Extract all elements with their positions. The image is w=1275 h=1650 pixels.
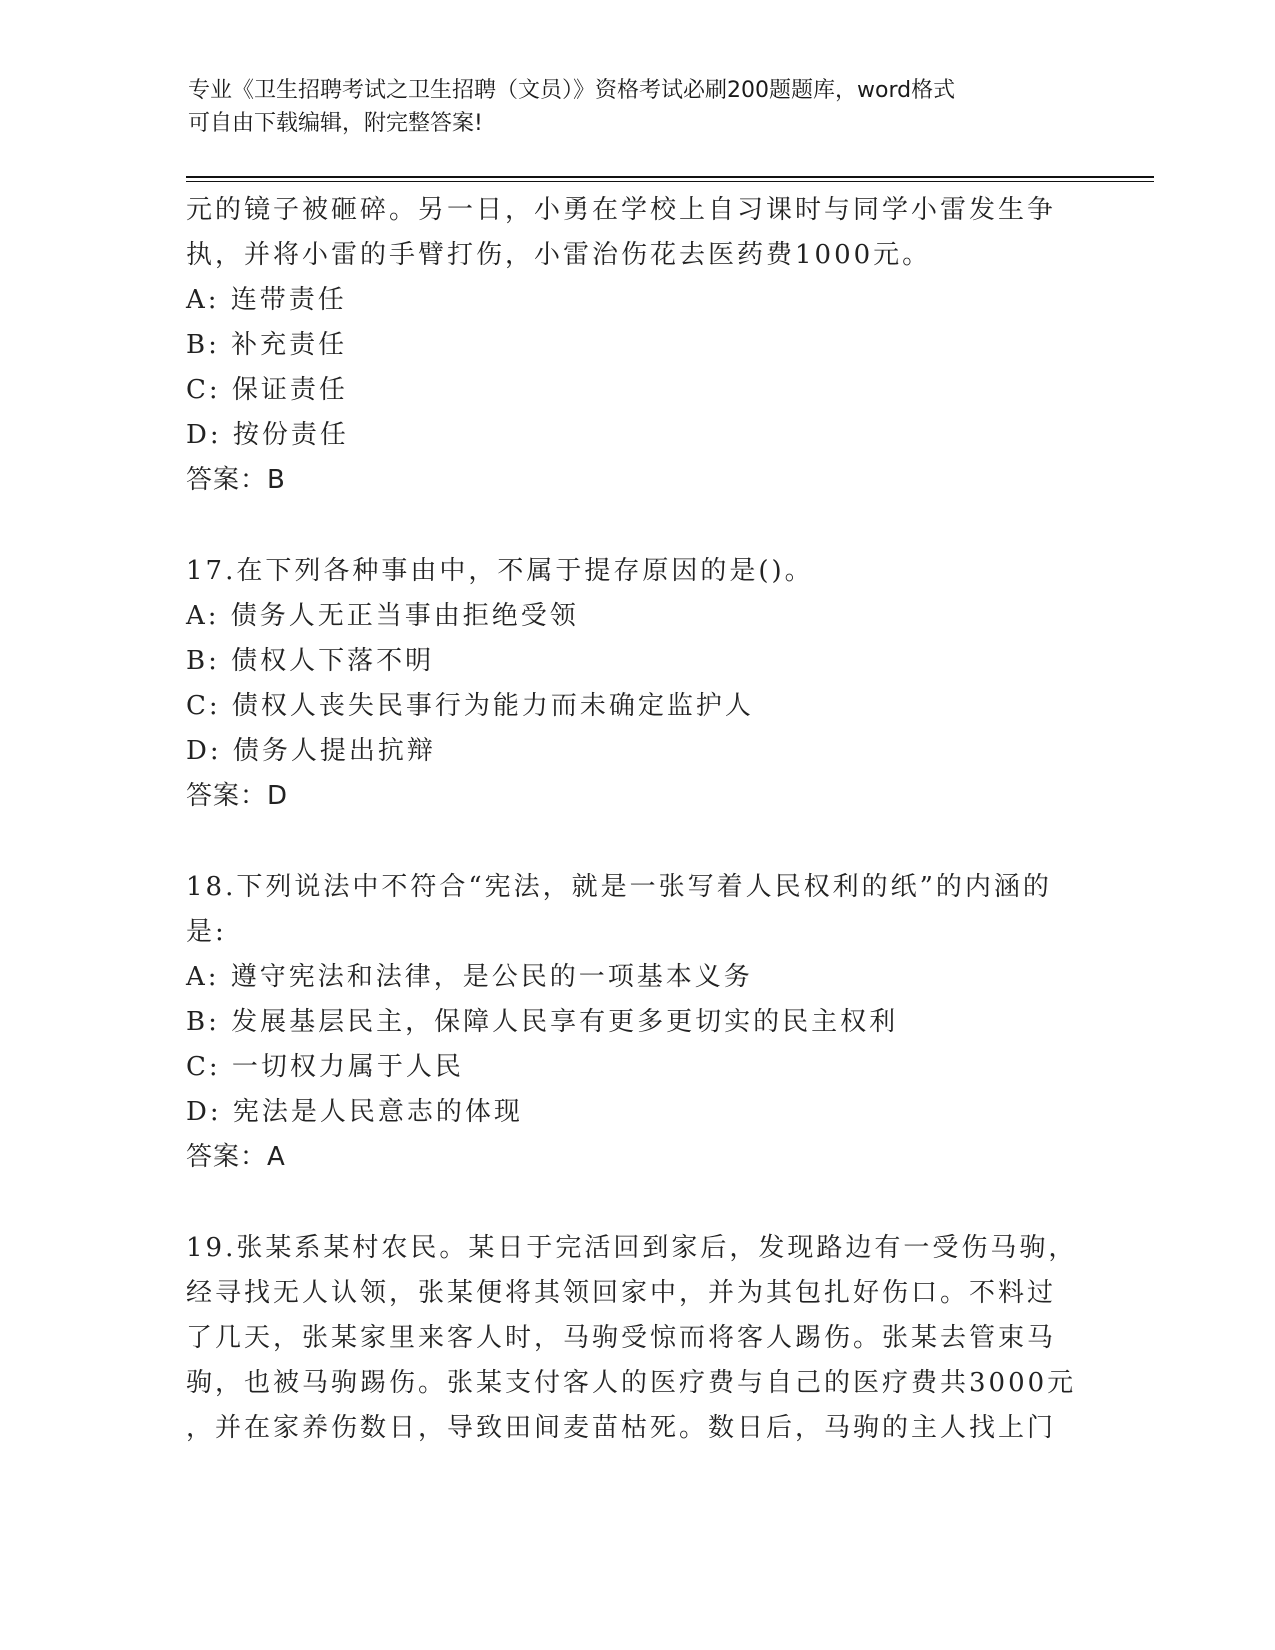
q16-option-a: A: 连带责任 bbox=[186, 285, 347, 315]
q19-text-line-4: 驹，也被马驹踢伤。张某支付客人的医疗费与自己的医疗费共3000元 bbox=[186, 1368, 1077, 1398]
q17-answer: 答案：D bbox=[186, 781, 289, 811]
q17-option-a: A: 债务人无正当事由拒绝受领 bbox=[186, 601, 579, 631]
q19-text-line-5: ，并在家养伤数日，导致田间麦苗枯死。数日后，马驹的主人找上门 bbox=[186, 1413, 1057, 1443]
q18-option-a: A: 遵守宪法和法律，是公民的一项基本义务 bbox=[186, 962, 753, 992]
q18-option-b: B: 发展基层民主，保障人民享有更多更切实的民主权利 bbox=[186, 1007, 899, 1037]
question-content bbox=[186, 188, 1086, 1451]
header-title-line-2: 可自由下载编辑，附完整答案! bbox=[188, 111, 483, 136]
q19-text-line-1: 19.张某系某村农民。某日于完活回到家后，发现路边有一受伤马驹， bbox=[186, 1233, 1078, 1263]
q18-text-line-2: 是: bbox=[186, 917, 227, 947]
header-divider-thin bbox=[186, 181, 1154, 182]
q17-option-c: C: 债权人丧失民事行为能力而未确定监护人 bbox=[186, 691, 754, 721]
q17-option-b: B: 债权人下落不明 bbox=[186, 646, 435, 676]
q19-text-line-2: 经寻找无人认领，张某便将其领回家中，并为其包扎好伤口。不料过 bbox=[186, 1278, 1057, 1308]
q16-option-c: C: 保证责任 bbox=[186, 375, 348, 405]
header-divider-thick bbox=[186, 176, 1154, 178]
q18-option-c: C: 一切权力属于人民 bbox=[186, 1052, 464, 1082]
q16-option-b: B: 补充责任 bbox=[186, 330, 348, 360]
q19-text-line-3: 了几天，张某家里来客人时，马驹受惊而将客人踢伤。张某去管束马 bbox=[186, 1323, 1057, 1353]
header-title-line-1: 专业《卫生招聘考试之卫生招聘（文员）》资格考试必刷200题题库，word格式 bbox=[188, 78, 956, 103]
q18-text-line-1: 18.下列说法中不符合“宪法，就是一张写着人民权利的纸”的内涵的 bbox=[186, 872, 1052, 902]
q18-answer: 答案：A bbox=[186, 1142, 286, 1172]
q16-text-line-2: 执，并将小雷的手臂打伤，小雷治伤花去医药费1000元。 bbox=[186, 240, 932, 270]
q18-option-d: D: 宪法是人民意志的体现 bbox=[186, 1097, 523, 1127]
q16-answer: 答案：B bbox=[186, 465, 286, 495]
q16-text-line-1: 元的镜子被砸碎。另一日，小勇在学校上自习课时与同学小雷发生争 bbox=[186, 195, 1057, 225]
q16-option-d: D: 按份责任 bbox=[186, 420, 349, 450]
q17-option-d: D: 债务人提出抗辩 bbox=[186, 736, 436, 766]
page-header bbox=[188, 74, 1068, 140]
q17-text: 17.在下列各种事由中，不属于提存原因的是()。 bbox=[186, 556, 814, 586]
